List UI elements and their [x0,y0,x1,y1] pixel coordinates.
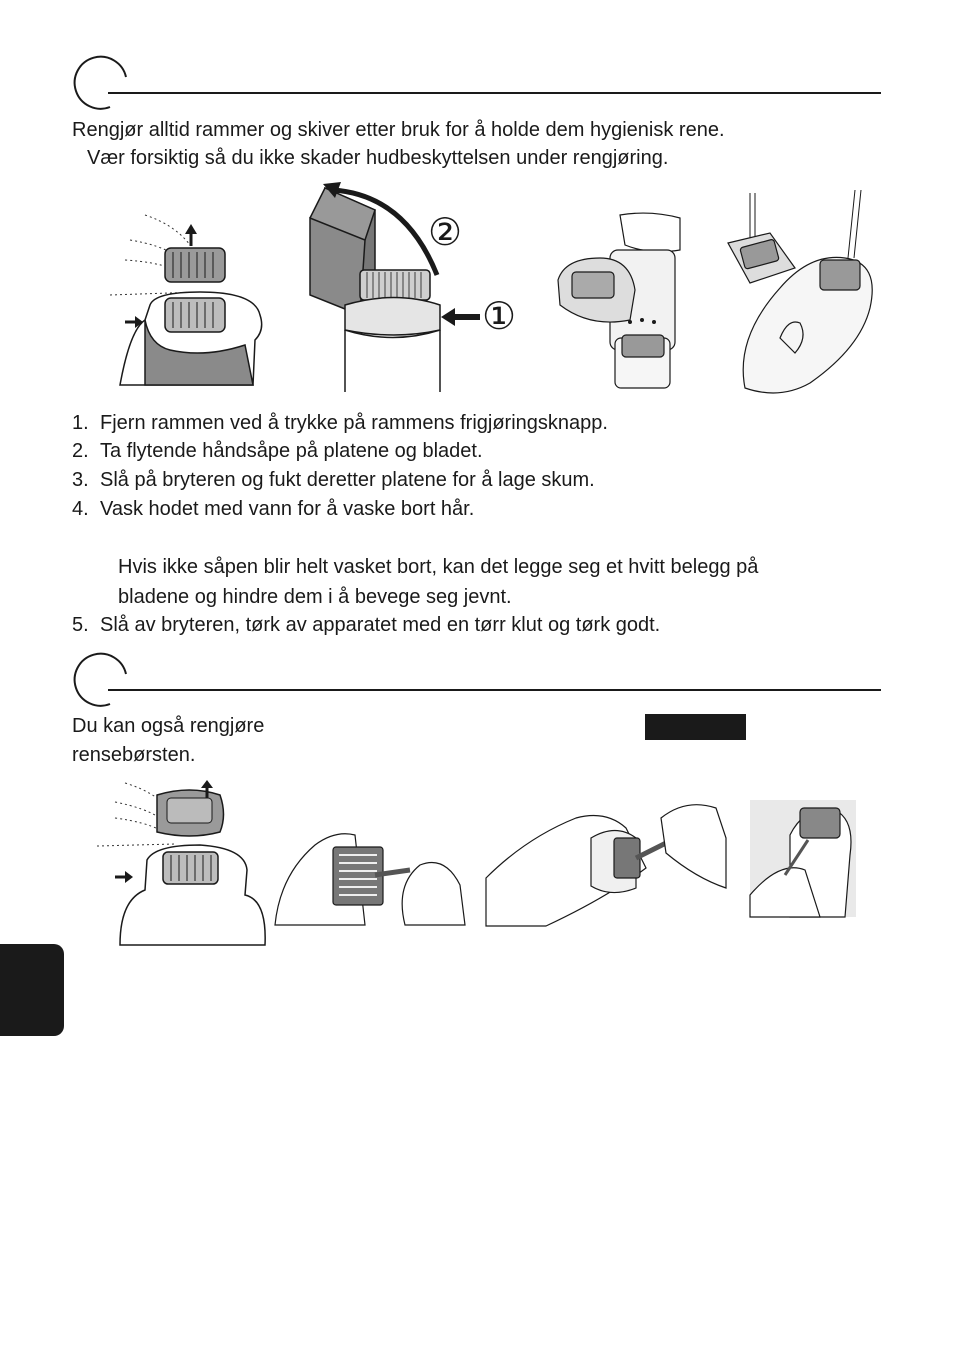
section-2-rule [108,689,881,691]
illustration-remove-frame [105,210,270,390]
section-2-intro-cont: rensebørsten. [72,744,196,766]
redacted-label [645,714,746,740]
illustration-open-head [305,180,525,395]
section-1-rule [108,92,881,94]
section-2-intro: Du kan også rengjøre [72,715,265,737]
callout-1: ① [482,296,517,338]
illustration-brush-blades [750,800,856,917]
illustration-brush-head [486,798,731,928]
section-1-caution: Vær forsiktig så du ikke skader hudbeskyttelsen under rengjøring. [87,147,669,169]
step-2: 2. Ta flytende håndsåpe på platene og bladet. [72,440,483,462]
step-5: 5. Slå av bryteren, tørk av apparatet med en tørr klut og tørk godt. [72,614,661,636]
illustration-remove-frame-2 [95,780,275,948]
step-4: 4. Vask hodet med vann for å vaske bort hår. [72,498,475,520]
section-1-intro: Rengjør alltid rammer og skiver etter bruk for å holde dem hygienisk rene. [72,119,725,141]
illustration-brush-frame [275,825,465,927]
section-1-circle-icon [74,55,130,111]
section-2-circle-icon [74,652,130,708]
illustration-apply-soap [550,210,690,390]
callout-2: ② [428,212,463,254]
step-3: 3. Slå på bryteren og fukt deretter platene for å lage skum. [72,469,595,491]
language-side-tab [0,944,64,1036]
note-line-1: Hvis ikke såpen blir helt vasket bort, kan det legge seg et hvitt belegg på [118,556,759,578]
illustration-rinse [720,188,885,398]
note-line-2: bladene og hindre dem i å bevege seg jevnt. [118,586,512,608]
step-1: 1. Fjern rammen ved å trykke på rammens frigjøringsknapp. [72,412,608,434]
